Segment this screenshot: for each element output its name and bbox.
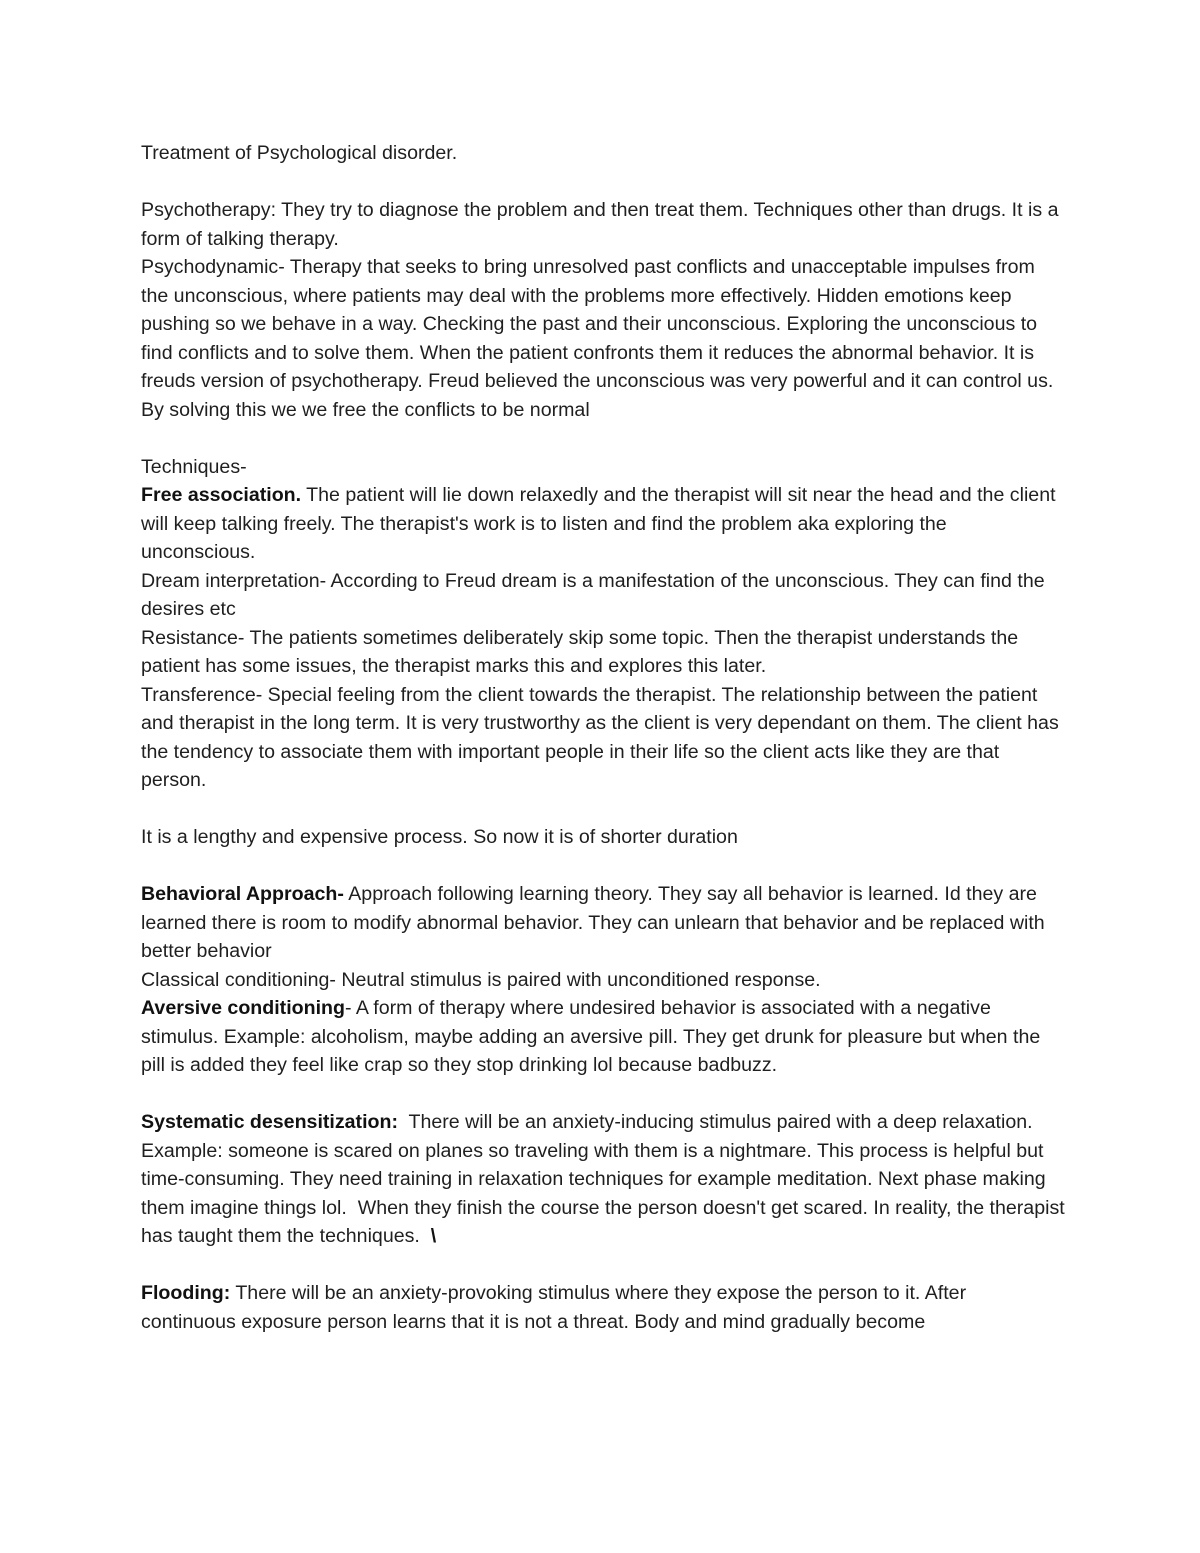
aversive-conditioning-term: Aversive conditioning [141, 997, 345, 1019]
psychodynamic-paragraph: Psychodynamic- Therapy that seeks to bring unresolved past conflicts and unacceptable impulses from the unconscious, where patients may deal with the problems more effectively. Hidden emotions keep pushing so we behave in a way. Checking the past and their unconscious. Exploring the unconscious to find conflicts and to solve them. When the patient confronts them it reduces the abnormal behavior. It is freuds version of psychotherapy. Freud believed the unconscious was very powerful and it can control us. By solving this we we free the conflicts to be normal [141, 256, 1054, 421]
behavioral-approach-term: Behavioral Approach- [141, 883, 344, 905]
spacer [141, 424, 1066, 453]
lengthy-process-paragraph: It is a lengthy and expensive process. So now it is of shorter duration [141, 826, 738, 848]
systematic-desensitization-term: Systematic desensitization: [141, 1111, 398, 1133]
flooding-paragraph [141, 1279, 1066, 1336]
resistance-paragraph: Resistance- The patients sometimes deliberately skip some topic. Then the therapist understands the patient has some issues, the therapist marks this and explores this later. [141, 626, 1019, 677]
free-association-paragraph [141, 481, 1066, 567]
techniques-heading: Techniques- [141, 455, 247, 478]
systematic-desensitization-text: There will be an anxiety-inducing stimulus paired with a deep relaxation. Example: someone is scared on planes so traveling with them is a nightmare. This process is helpful but time-consuming. They need training in relaxation techniques for example meditation. Next phase making them imagine things lol. When they finish the course the person doesn't get scared. In reality, the therapist has taught them the techniques. [141, 1111, 1071, 1247]
transference-paragraph: Transference- Special feeling from the client towards the therapist. The relationship between the patient and therapist in the long term. It is very trustworthy as the client is very dependant on them. The client has the tendency to associate them with important people in their life so the client acts like they are that person. [141, 683, 1059, 791]
spacer [141, 795, 1066, 824]
free-association-text: The patient will lie down relaxedly and the therapist will sit near the head and the client will keep talking freely. The therapist's work is to listen and find the problem aka exploring the unconscious. [141, 484, 1056, 563]
spacer [141, 1080, 1066, 1109]
spacer [141, 852, 1066, 881]
document-page [141, 139, 1071, 1336]
flooding-text: There will be an anxiety-provoking stimulus where they expose the person to it. After continuous exposure person learns that it is not a threat. Body and mind gradually become [141, 1282, 967, 1333]
document-title: Treatment of Psychological disorder. [141, 142, 458, 164]
aversive-conditioning-paragraph [141, 994, 1066, 1080]
aversive-conditioning-text: - A form of therapy where undesired behavior is associated with a negative stimulus. Example: alcoholism, maybe adding an aversive pill. They get drunk for pleasure but when the pill is added they feel like crap so they stop drinking lol because badbuzz. [141, 997, 1041, 1076]
systematic-desensitization-paragraph [141, 1108, 1071, 1251]
dream-interpretation-paragraph: Dream interpretation- According to Freud dream is a manifestation of the unconscious. They can find the desires etc [141, 569, 1045, 620]
systematic-trailing-mark: \ [430, 1225, 437, 1247]
spacer [141, 168, 1066, 197]
behavioral-approach-paragraph [141, 880, 1066, 966]
flooding-term: Flooding: [141, 1282, 231, 1304]
free-association-term: Free association. [141, 484, 302, 506]
behavioral-approach-text: Approach following learning theory. They say all behavior is learned. Id they are learned there is room to modify abnormal behavior. They can unlearn that behavior and be replaced with better behavior [141, 883, 1045, 962]
spacer [141, 1251, 1066, 1280]
classical-conditioning-paragraph: Classical conditioning- Neutral stimulus is paired with unconditioned response. [141, 968, 821, 991]
psychotherapy-paragraph: Psychotherapy: They try to diagnose the problem and then treat them. Techniques other than drugs. It is a form of talking therapy. [141, 199, 1059, 250]
